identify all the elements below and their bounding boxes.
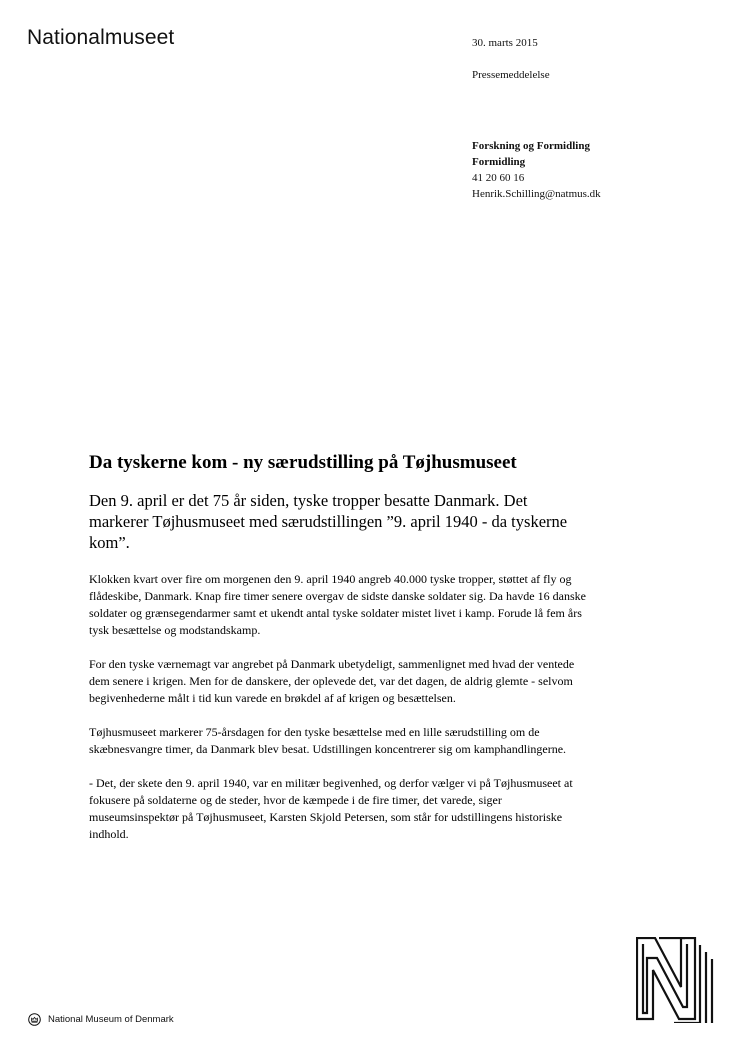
article-paragraph: - Det, der skete den 9. april 1940, var en militær begivenhed, og derfor vælger vi på Tøjhusmuseet at fokusere på soldaterne og de steder, hvor de kæmpede i de fire timer, det varede, siger museumsinspektør på Tøjhusmuseet, Karsten Skjold Petersen, som står for udstillingens historiske indhold. <box>89 776 573 841</box>
n-monogram-icon <box>636 937 720 1023</box>
contact-department: Forskning og Formidling <box>472 140 590 152</box>
contact-block <box>472 138 601 202</box>
contact-unit: Formidling <box>472 156 526 168</box>
footer-label: National Museum of Denmark <box>48 1014 174 1025</box>
release-date: 30. marts 2015 <box>472 37 538 49</box>
contact-email: Henrik.Schilling@natmus.dk <box>472 188 601 200</box>
contact-phone: 41 20 60 16 <box>472 172 525 184</box>
article-paragraph: Klokken kvart over fire om morgenen den 9. april 1940 angreb 40.000 tyske tropper, støttet af fly og flådeskibe, Danmark. Knap fire timer senere overgav de sidste danske soldater sig. Da havde 16 danske soldater og grænsegendarmer samt et ukendt antal tyske soldater mistet livet i kamp. Forude lå fem års tysk besættelse og modstandskamp. <box>89 572 586 637</box>
article-paragraph: Tøjhusmuseet markerer 75-årsdagen for den tyske besættelse med en lille særudstilling om de skæbnesvangre timer, da Danmark blev besat. Udstillingen koncentrerer sig om kamphandlingerne. <box>89 725 567 756</box>
article <box>89 450 589 860</box>
crown-seal-icon <box>28 1013 41 1026</box>
footer-brand <box>28 1013 174 1026</box>
museum-logo: Nationalmuseet <box>27 26 175 49</box>
document-type: Pressemeddelelse <box>472 69 550 81</box>
article-paragraph: For den tyske værnemagt var angrebet på Danmark ubetydeligt, sammenlignet med hvad der ventede dem senere i krigen. Men for de danskere, der oplevede det, var det dagen, de aldrig glemte - selvom begivenhederne målt i tid kun varede en brøkdel af af krigen og besættelsen. <box>89 657 575 705</box>
article-headline: Da tyskerne kom - ny særudstilling på Tøjhusmuseet <box>89 452 517 473</box>
article-lead: Den 9. april er det 75 år siden, tyske tropper besatte Danmark. Det markerer Tøjhusmuseet med særudstillingen ”9. april 1940 - da tyskerne kom”. <box>89 491 568 552</box>
